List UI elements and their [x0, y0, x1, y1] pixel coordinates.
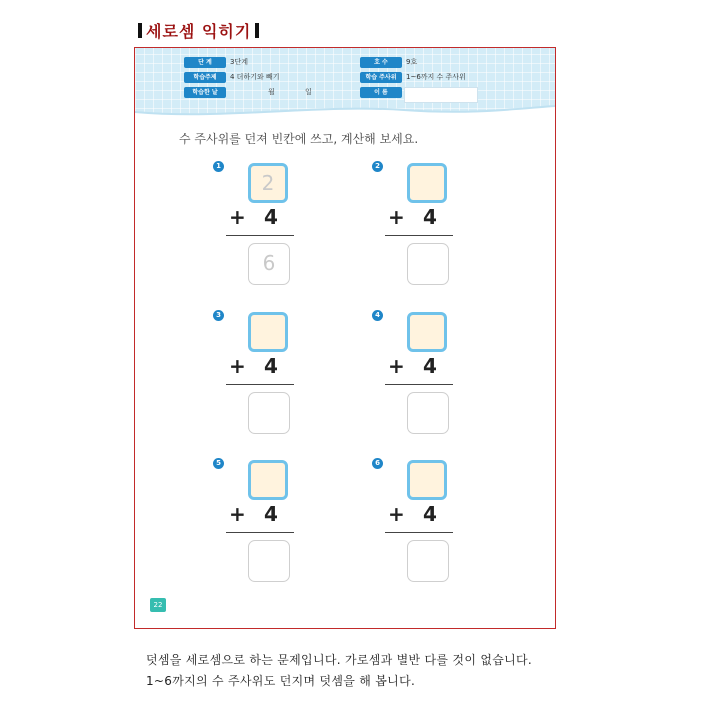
operand: 4	[423, 205, 437, 229]
value-dice: 1~6까지 수 주사위	[406, 73, 466, 81]
label-topic: 학습주제	[184, 72, 226, 83]
answer-box[interactable]	[248, 392, 290, 434]
addend-box[interactable]	[248, 312, 288, 352]
problem-4	[372, 310, 492, 450]
addend-box[interactable]	[248, 460, 288, 500]
problem-number: 6	[372, 458, 383, 469]
problem-number: 5	[213, 458, 224, 469]
problem-number: 1	[213, 161, 224, 172]
sum-line	[226, 235, 294, 236]
plus-sign: +	[388, 205, 405, 229]
header-wave	[135, 100, 555, 124]
answer-box[interactable]	[407, 243, 449, 285]
answer-box[interactable]	[248, 540, 290, 582]
page-number-badge: 22	[150, 598, 166, 612]
description-line-2: 1~6까지의 수 주사위도 던지며 덧셈을 해 봅니다.	[146, 674, 416, 688]
operand: 4	[264, 205, 278, 229]
label-name: 이 름	[360, 87, 402, 98]
sum-line	[226, 532, 294, 533]
answer-box[interactable]	[407, 392, 449, 434]
value-stage: 3단계	[230, 58, 248, 66]
addend-box[interactable]	[407, 460, 447, 500]
problem-3	[213, 310, 333, 450]
value-topic: 4 더하기와 빼기	[230, 73, 280, 81]
sum-line	[226, 384, 294, 385]
instruction-text: 수 주사위를 던져 빈칸에 쓰고, 계산해 보세요.	[179, 132, 419, 146]
addend-box[interactable]: 2	[248, 163, 288, 203]
answer-box[interactable]	[407, 540, 449, 582]
label-issue: 호 수	[360, 57, 402, 68]
date-day: 일	[305, 88, 312, 96]
problem-1	[213, 161, 333, 301]
sum-line	[385, 532, 453, 533]
plus-sign: +	[388, 354, 405, 378]
value-issue: 9호	[406, 58, 418, 66]
sum-line	[385, 384, 453, 385]
problem-5	[213, 458, 333, 598]
problem-number: 4	[372, 310, 383, 321]
plus-sign: +	[229, 502, 246, 526]
plus-sign: +	[229, 354, 246, 378]
addend-box[interactable]	[407, 163, 447, 203]
description-line-1: 덧셈을 세로셈으로 하는 문제입니다. 가로셈과 별반 다를 것이 없습니다.	[146, 653, 533, 667]
operand: 4	[264, 502, 278, 526]
operand: 4	[264, 354, 278, 378]
heading-title: 세로셈 익히기	[146, 21, 252, 41]
plus-sign: +	[229, 205, 246, 229]
date-month: 월	[268, 88, 275, 96]
problem-6	[372, 458, 492, 598]
problem-number: 3	[213, 310, 224, 321]
worksheet	[134, 47, 556, 629]
heading-bar-left	[138, 23, 142, 38]
sum-line	[385, 235, 453, 236]
heading-bar-right	[255, 23, 259, 38]
label-dice: 학습 주사위	[360, 72, 402, 83]
section-heading	[138, 19, 259, 41]
operand: 4	[423, 354, 437, 378]
problem-2	[372, 161, 492, 301]
label-stage: 단 계	[184, 57, 226, 68]
addend-box[interactable]	[407, 312, 447, 352]
label-date: 학습한 날	[184, 87, 226, 98]
problem-number: 2	[372, 161, 383, 172]
answer-box[interactable]: 6	[248, 243, 290, 285]
plus-sign: +	[388, 502, 405, 526]
operand: 4	[423, 502, 437, 526]
